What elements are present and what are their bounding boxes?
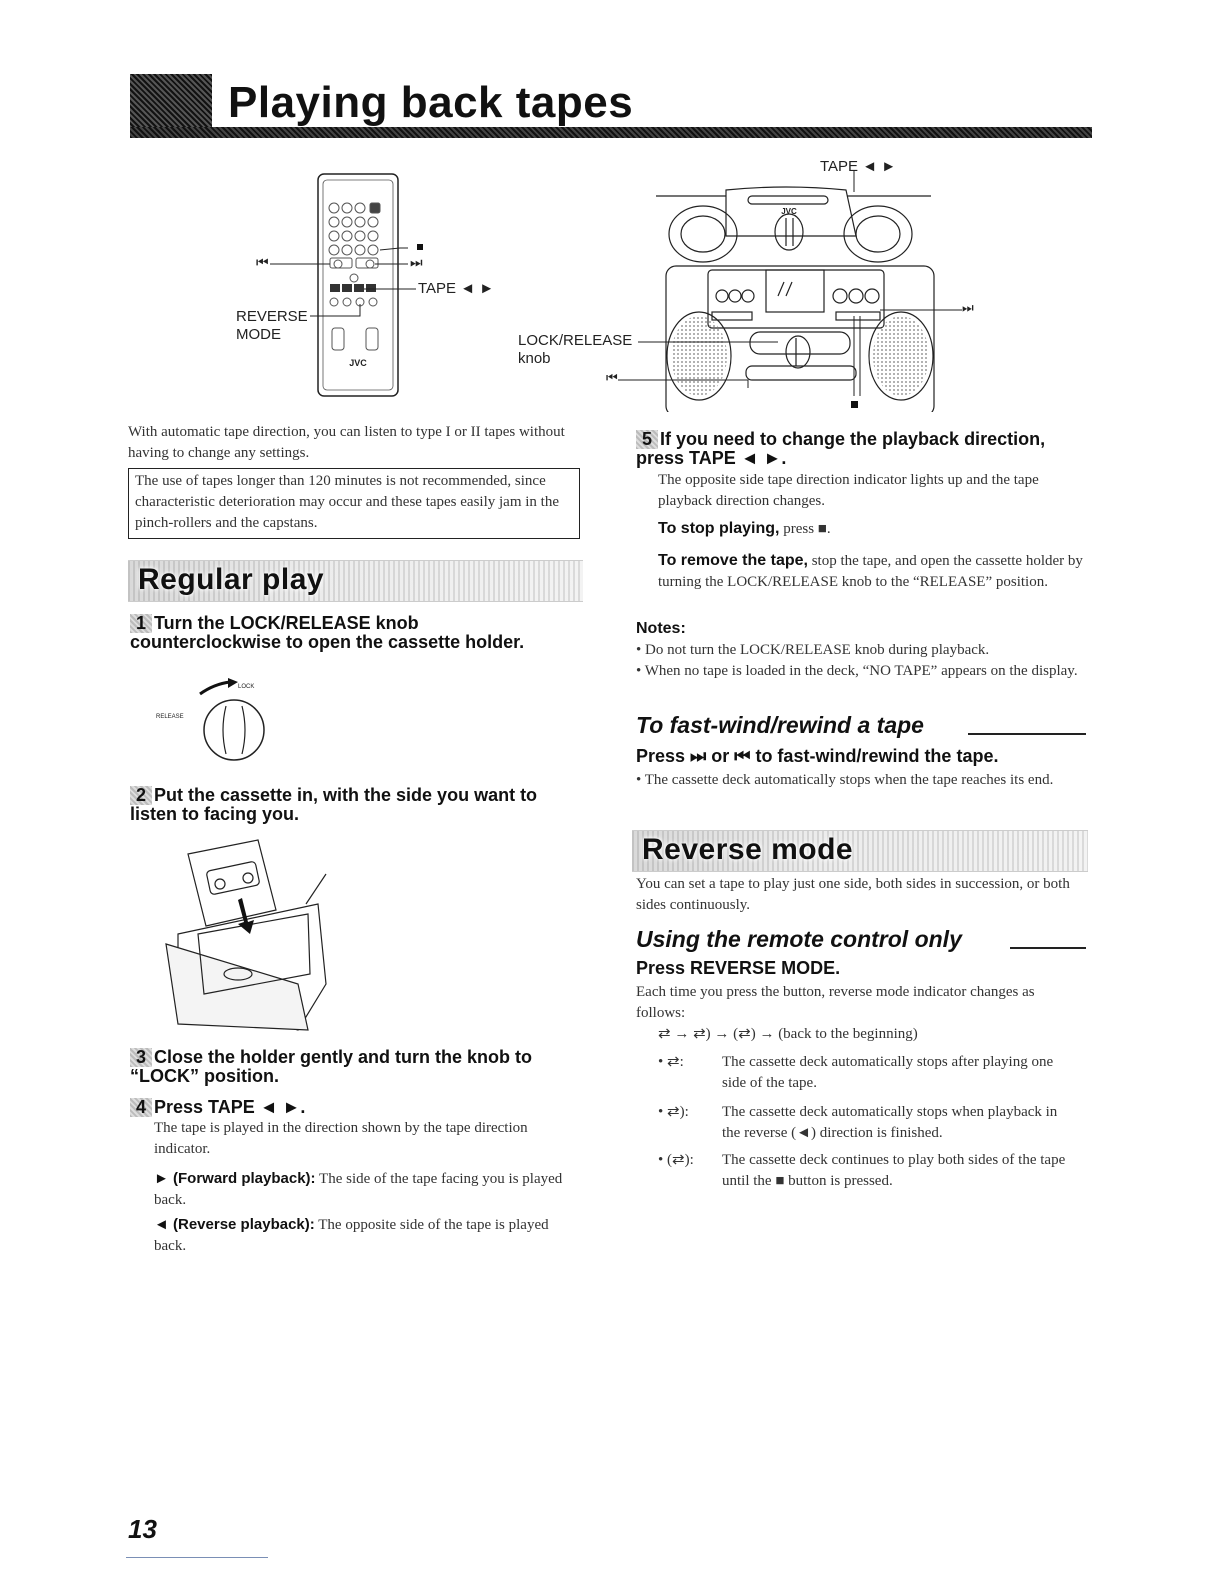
step-1 — [130, 614, 570, 652]
footer-rule — [126, 1557, 268, 1558]
knob-release-label: RELEASE — [156, 714, 184, 720]
forward-playback-text: The side of the tape facing you is played back. — [154, 1171, 563, 1208]
page-number: 13 — [128, 1514, 157, 1544]
remote-brand-text: JVC — [349, 358, 367, 368]
unit-prev-label: ⏮ — [606, 370, 618, 385]
reverse-playback — [154, 1214, 580, 1257]
step-4-description: The tape is played in the direction shown by the tape direction indicator. — [154, 1120, 528, 1157]
fast-wind-heading-row — [636, 712, 1086, 739]
step-3-text: Close the holder gently and turn the knob to “LOCK” position. — [130, 1047, 533, 1086]
mode-3: • (⇄): The cassette deck continues to play both sides of the tape until the ■ button is pressed. — [658, 1150, 1078, 1192]
forward-playback-label: ► (Forward playback): — [154, 1170, 316, 1187]
remote-mode-label: MODE — [236, 326, 281, 343]
fast-wind-note-text: The cassette deck automatically stops when the tape reaches its end. — [644, 772, 1054, 788]
step-5 — [636, 430, 1086, 468]
step-2 — [130, 786, 580, 824]
unit-brand-text: JVC — [781, 207, 797, 216]
stop-playing-label: To stop playing, — [658, 520, 780, 537]
unit-figure — [516, 156, 986, 412]
each-time-text: Each time you press the button, reverse mode indicator changes as follows: — [636, 984, 1035, 1021]
mode-1-icon: ⇄ — [667, 1054, 680, 1070]
reverse-playback-text: The opposite side of the tape is played back. — [154, 1217, 549, 1254]
unit-lock-label: LOCK/RELEASE — [518, 332, 633, 349]
unit-tape-label: TAPE ◄ ► — [820, 158, 897, 175]
press-reverse-mode: Press REVERSE MODE. — [636, 958, 841, 978]
step-3-number: 3 — [130, 1048, 152, 1067]
step-4-number: 4 — [130, 1098, 152, 1117]
mode-1: • ⇄: The cassette deck automatically stops after playing one side of the tape. — [658, 1052, 1078, 1094]
step-1-text: Turn the LOCK/RELEASE knob counterclockwise to open the cassette holder. — [130, 613, 525, 652]
unit-next-label: ⏭ — [962, 300, 974, 315]
reverse-mode-intro: You can set a tape to play just one side, both sides in succession, or both sides continuously. — [636, 876, 1070, 913]
regular-play-heading: Regular play — [138, 563, 325, 596]
remote-only-heading-row — [636, 926, 1086, 953]
forward-playback — [154, 1168, 580, 1211]
step-1-number: 1 — [130, 614, 152, 633]
list-item: • Do not turn the LOCK/RELEASE knob during playback. — [636, 642, 990, 658]
remove-tape — [658, 550, 1086, 593]
boombox-illustration — [516, 156, 986, 412]
intro-text: With automatic tape direction, you can listen to type I or II tapes without having to change any settings. — [128, 424, 565, 461]
step-2-number: 2 — [130, 786, 152, 805]
step-4-text: Press TAPE ◄ ►. — [154, 1097, 306, 1117]
remote-only-heading: Using the remote control only — [636, 926, 962, 952]
remote-prev-label: ⏮ — [256, 254, 269, 270]
mode-2-text: The cassette deck automatically stops when playback in the reverse (◄) direction is finished. — [722, 1104, 1058, 1141]
heading-rule — [968, 733, 1086, 735]
step-2-text: Put the cassette in, with the side you want to listen to facing you. — [130, 785, 538, 824]
fast-wind-note: • The cassette deck automatically stops when the tape reaches its end. — [636, 772, 1054, 788]
mode-1-text: The cassette deck automatically stops after playing one side of the tape. — [722, 1054, 1054, 1091]
remote-figure — [230, 168, 510, 400]
mode-2: • ⇄): The cassette deck automatically stops when playback in the reverse (◄) direction is finished. — [658, 1102, 1078, 1144]
stop-playing — [658, 518, 1086, 540]
list-item: • When no tape is loaded in the deck, “NO TAPE” appears on the display. — [636, 663, 1078, 679]
heading-rule — [1010, 947, 1086, 949]
reverse-playback-label: ◄ (Reverse playback): — [154, 1216, 315, 1233]
unit-knob-label: knob — [518, 350, 551, 367]
remote-reverse-label: REVERSE — [236, 308, 308, 325]
knob-lock-label: LOCK — [238, 684, 255, 690]
step-3 — [130, 1048, 580, 1086]
step-4 — [130, 1098, 580, 1117]
title-rule — [130, 127, 1092, 138]
step-5-text: If you need to change the playback direction, press TAPE ◄ ►. — [636, 429, 1046, 468]
step-5-number: 5 — [636, 430, 658, 449]
cassette-insert-figure — [158, 834, 338, 1032]
mode-2-icon: ⇄) — [667, 1104, 685, 1120]
note-1-text: Do not turn the LOCK/RELEASE knob during playback. — [645, 642, 990, 658]
stop-playing-text: press ■. — [783, 521, 831, 537]
fast-wind-instruction: Press ⏭ or ⏮ to fast-wind/rewind the tape. — [636, 746, 999, 766]
mode-3-text: The cassette deck continues to play both sides of the tape until the ■ button is pressed. — [722, 1152, 1066, 1189]
reverse-mode-heading: Reverse mode — [642, 833, 854, 866]
fast-wind-heading: To fast-wind/rewind a tape — [636, 712, 924, 738]
remove-tape-label: To remove the tape, — [658, 552, 808, 569]
tape-length-note: The use of tapes longer than 120 minutes is not recommended, since characteristic deterioration may occur and these tapes easily jam in the pinch-rollers and the capstans. — [128, 468, 580, 539]
mode-3-icon: (⇄) — [667, 1152, 690, 1168]
regular-play-band — [128, 560, 583, 602]
notes-heading: Notes: — [636, 620, 686, 637]
notes-list — [636, 640, 1086, 682]
page-title: Playing back tapes — [228, 78, 634, 127]
step-5-description: The opposite side tape direction indicator lights up and the tape playback direction changes. — [658, 472, 1039, 509]
remote-next-label: ⏭ — [410, 254, 423, 270]
mode-sequence: ⇄ → ⇄) → (⇄) → (back to the beginning) — [658, 1026, 918, 1042]
remote-tape-label: TAPE ◄ ► — [418, 280, 495, 297]
reverse-mode-band — [632, 830, 1088, 872]
remove-tape-text: stop the tape, and open the cassette holder by turning the LOCK/RELEASE knob to the “RELEASE” position. — [658, 553, 1083, 590]
knob-figure — [150, 676, 270, 764]
note-2-text: When no tape is loaded in the deck, “NO TAPE” appears on the display. — [644, 663, 1078, 679]
cassette-insert-illustration — [158, 834, 338, 1032]
